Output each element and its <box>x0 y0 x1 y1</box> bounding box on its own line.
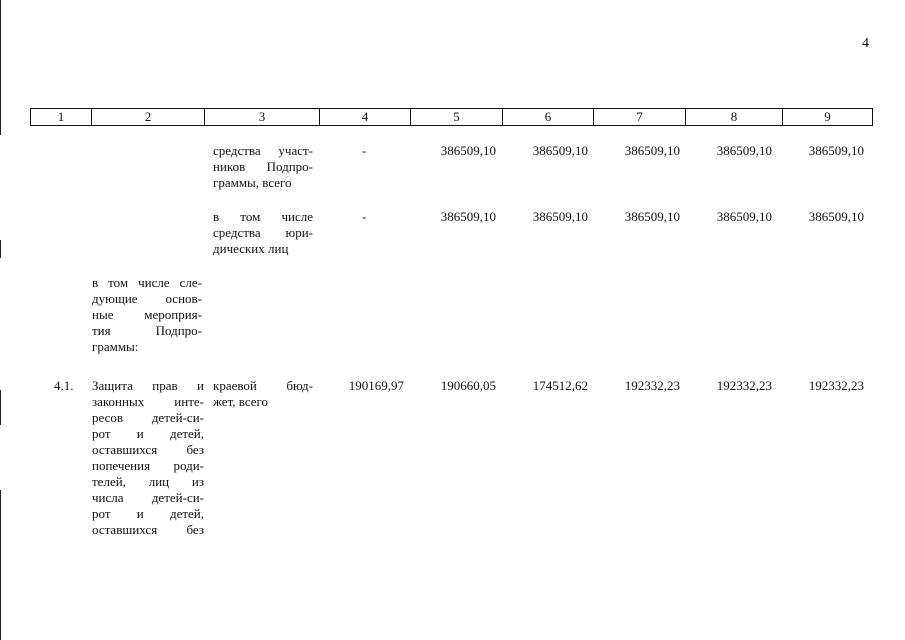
row1-source <box>213 143 313 191</box>
header-col-7: 7 <box>594 109 686 125</box>
row1-col9: 386509,10 <box>808 143 864 158</box>
item-col4: 190169,97 <box>348 378 404 393</box>
row1-col5: 386509,10 <box>440 143 496 158</box>
item-source <box>213 378 313 410</box>
header-col-4: 4 <box>320 109 411 125</box>
item-description-line: ресов детей-си- <box>92 410 204 425</box>
item-col9: 192332,23 <box>808 378 864 393</box>
row2-col9: 386509,10 <box>808 209 864 224</box>
item-description <box>92 378 204 538</box>
row1-source-line: ников Подпро- <box>213 159 313 174</box>
row1-col6: 386509,10 <box>532 143 588 158</box>
item-description-line: Защита прав и <box>92 378 204 393</box>
row1-col8: 386509,10 <box>716 143 772 158</box>
item-description-line: рот и детей, <box>92 506 204 521</box>
row2-source-line: в том числе <box>213 209 313 224</box>
row2-col8: 386509,10 <box>716 209 772 224</box>
item-description-line: рот и детей, <box>92 426 204 441</box>
subheading <box>92 275 202 355</box>
row1-col4: - <box>362 143 367 158</box>
scan-edge-mark <box>0 490 1 640</box>
subheading-line: ные мероприя- <box>92 307 202 322</box>
page-number: 4 <box>862 36 869 51</box>
row2-col6: 386509,10 <box>532 209 588 224</box>
header-col-9: 9 <box>824 109 831 124</box>
item-description-line: числа детей-си- <box>92 490 204 505</box>
header-col-3: 3 <box>205 109 320 125</box>
header-col-6: 6 <box>503 109 594 125</box>
row2-col4: - <box>362 209 367 224</box>
row1-source-line: граммы, всего <box>213 175 292 190</box>
item-description-line: законных интe- <box>92 394 204 409</box>
row1-source-line: средства участ- <box>213 143 313 158</box>
item-description-line: попечения роди- <box>92 458 204 473</box>
subheading-line: в том числе сле- <box>92 275 202 290</box>
item-number: 4.1. <box>54 378 74 393</box>
row2-col7: 386509,10 <box>624 209 680 224</box>
header-col-5: 5 <box>411 109 503 125</box>
header-col-2: 2 <box>92 109 205 125</box>
item-description-line: оставшихся без <box>92 522 204 537</box>
item-col8: 192332,23 <box>716 378 772 393</box>
scan-edge-mark <box>0 0 1 135</box>
subheading-line: граммы: <box>92 339 139 354</box>
row2-source-line: дических лиц <box>213 241 289 256</box>
header-col-1: 1 <box>31 109 92 125</box>
item-source-line: краевой бюд- <box>213 378 313 393</box>
row1-col7: 386509,10 <box>624 143 680 158</box>
scan-edge-mark <box>0 390 1 425</box>
item-col5: 190660,05 <box>440 378 496 393</box>
subheading-line: тия Подпро- <box>92 323 202 338</box>
row2-col5: 386509,10 <box>440 209 496 224</box>
scan-edge-mark <box>0 240 1 258</box>
item-description-line: оставшихся без <box>92 442 204 457</box>
item-col7: 192332,23 <box>624 378 680 393</box>
item-source-line: жет, всего <box>213 394 269 409</box>
row2-source-line: средства юри- <box>213 225 313 240</box>
header-col-8: 8 <box>686 109 783 125</box>
item-description-line: телей, лиц из <box>92 474 204 489</box>
item-col6: 174512,62 <box>532 378 588 393</box>
table-header-row <box>30 108 873 126</box>
row2-source <box>213 209 313 257</box>
subheading-line: дующие основ- <box>92 291 202 306</box>
